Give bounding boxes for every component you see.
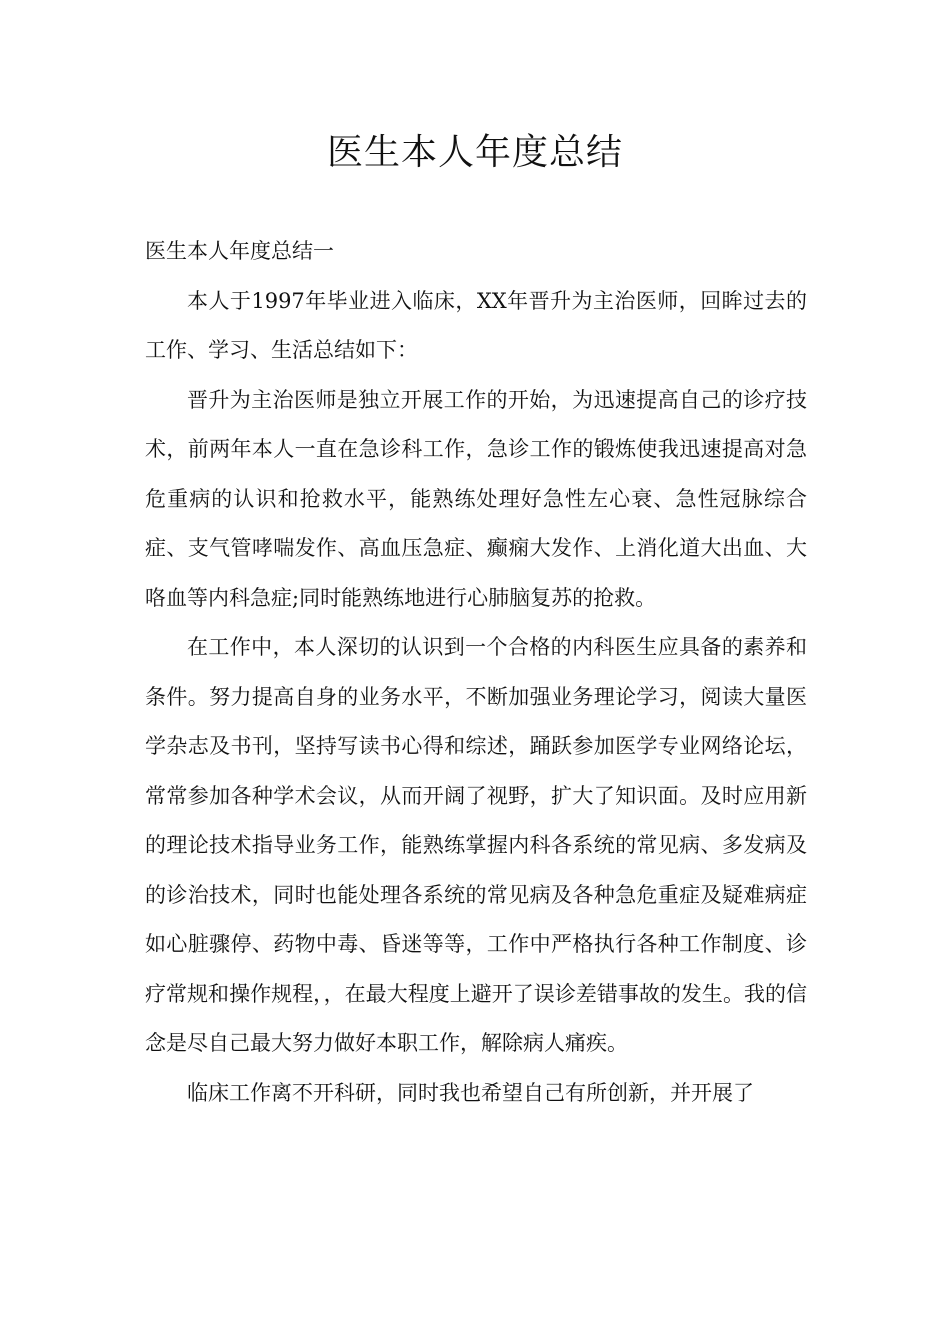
paragraph-1: 本人于1997年毕业进入临床，XX年晋升为主治医师，回眸过去的工作、学习、生活总结如下： [145,288,807,362]
document-body [145,227,807,1118]
paragraph-2: 晋升为主治医师是独立开展工作的开始，为迅速提高自己的诊疗技术，前两年本人一直在急诊科工作，急诊工作的锻炼使我迅速提高对急危重病的认识和抢救水平，能熟练处理好急性左心衰、急性冠脉综合症、支气管哮喘发作、高血压急症、癫痫大发作、上消化道大出血、大咯血等内科急症;同时能熟练地进行心肺脑复苏的抢救。 [145,387,807,610]
document-title: 医生本人年度总结 [326,132,623,173]
section-heading: 医生本人年度总结一 [145,239,334,263]
paragraph-4: 临床工作离不开科研，同时我也希望自己有所创新，并开展了 [187,1080,754,1105]
paragraph-3: 在工作中，本人深切的认识到一个合格的内科医生应具备的素养和条件。努力提高自身的业务水平，不断加强业务理论学习，阅读大量医学杂志及书刊，坚持写读书心得和综述，踊跃参加医学专业网络论坛，常常参加各种学术会议，从而开阔了视野，扩大了知识面。及时应用新的理论技术指导业务工作，能熟练掌握内科各系统的常见病、多发病及的诊治技术，同时也能处理各系统的常见病及各种急危重症及疑难病症如心脏骤停、药物中毒、昏迷等等，工作中严格执行各种工作制度、诊疗常规和操作规程，，在最大程度上避开了误诊差错事故的发生。我的信念是尽自己最大努力做好本职工作，解除病人痛疾。 [145,635,807,1055]
